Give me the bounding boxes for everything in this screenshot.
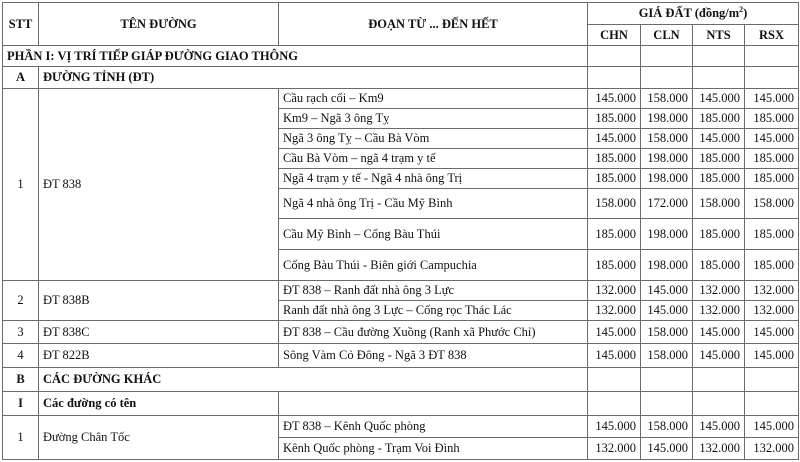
- price-chn: 185.000: [588, 250, 641, 281]
- price-rsx: 145.000: [745, 321, 799, 344]
- segment-doan: ĐT 838 – Ranh đất nhà ông 3 Lực: [279, 281, 588, 301]
- price-cln: 158.000: [641, 344, 693, 368]
- price-rsx: 132.000: [745, 281, 799, 301]
- price-chn: 145.000: [588, 344, 641, 368]
- road-name: Đường Chân Tốc: [39, 416, 279, 460]
- segment-doan: ĐT 838 – Cầu đường Xuồng (Ranh xã Phước Chỉ): [279, 321, 588, 344]
- table-row: [3, 416, 799, 438]
- price-cln: 198.000: [641, 109, 693, 129]
- header-doan: ĐOẠN TỪ ... ĐẾN HẾT: [279, 3, 588, 46]
- table-row: [3, 89, 799, 109]
- segment-doan: Ngã 4 nhà ông Trị - Cầu Mỹ Bình: [279, 189, 588, 219]
- price-nts: 185.000: [693, 109, 745, 129]
- table-row: [3, 281, 799, 301]
- header-gia-dat-sup: 2: [739, 4, 744, 14]
- segment-doan: Cống Bàu Thúi - Biên giới Campuchia: [279, 250, 588, 281]
- segment-doan: Km9 – Ngã 3 ông Tỵ: [279, 109, 588, 129]
- header-col-cln: CLN: [641, 25, 693, 46]
- price-chn: 185.000: [588, 169, 641, 189]
- price-chn: 145.000: [588, 129, 641, 149]
- segment-doan: Cầu rạch cối – Km9: [279, 89, 588, 109]
- road-name: ĐT 838B: [39, 281, 279, 321]
- price-nts: 145.000: [693, 344, 745, 368]
- price-rsx: 185.000: [745, 149, 799, 169]
- price-chn: 185.000: [588, 149, 641, 169]
- price-nts: 185.000: [693, 149, 745, 169]
- price-rsx: 185.000: [745, 250, 799, 281]
- road-stt: 2: [3, 281, 39, 321]
- segment-doan: Cầu Mỹ Bình – Cống Bàu Thúi: [279, 219, 588, 250]
- header-gia-dat: [588, 3, 799, 25]
- price-nts: 145.000: [693, 321, 745, 344]
- subgroup-i-title: Các đường có tên: [39, 392, 279, 416]
- segment-doan: Sông Vàm Cỏ Đông - Ngã 3 ĐT 838: [279, 344, 588, 368]
- price-chn: 132.000: [588, 281, 641, 301]
- road-name: ĐT 838: [39, 89, 279, 281]
- segment-doan: Kênh Quốc phòng - Trạm Voi Đình: [279, 438, 588, 460]
- header-stt: STT: [3, 3, 39, 46]
- header-col-nts: NTS: [693, 25, 745, 46]
- group-b-title: CÁC ĐƯỜNG KHÁC: [39, 368, 588, 392]
- price-rsx: 145.000: [745, 344, 799, 368]
- price-chn: 132.000: [588, 438, 641, 460]
- part1-title: PHẦN I: VỊ TRÍ TIẾP GIÁP ĐƯỜNG GIAO THÔNG: [3, 46, 588, 67]
- segment-doan: Cầu Bà Vòm – ngã 4 trạm y tế: [279, 149, 588, 169]
- group-b-row: [3, 368, 799, 392]
- price-nts: 185.000: [693, 219, 745, 250]
- price-cln: 145.000: [641, 301, 693, 321]
- price-cln: 198.000: [641, 219, 693, 250]
- group-a-title: ĐƯỜNG TỈNH (ĐT): [39, 67, 588, 89]
- price-rsx: 158.000: [745, 189, 799, 219]
- price-nts: 145.000: [693, 416, 745, 438]
- price-chn: 145.000: [588, 89, 641, 109]
- segment-doan: ĐT 838 – Kênh Quốc phòng: [279, 416, 588, 438]
- price-nts: 185.000: [693, 169, 745, 189]
- price-nts: 132.000: [693, 301, 745, 321]
- price-nts: 185.000: [693, 250, 745, 281]
- table-row: [3, 321, 799, 344]
- price-rsx: 145.000: [745, 89, 799, 109]
- price-cln: 198.000: [641, 149, 693, 169]
- group-b-stt: B: [3, 368, 39, 392]
- price-nts: 132.000: [693, 281, 745, 301]
- price-chn: 145.000: [588, 321, 641, 344]
- road-stt: 1: [3, 416, 39, 460]
- header-gia-dat-label: GIÁ ĐẤT (đồng/m: [638, 6, 740, 20]
- price-nts: 132.000: [693, 438, 745, 460]
- price-rsx: 185.000: [745, 219, 799, 250]
- header-row-1: [3, 3, 799, 25]
- price-rsx: 132.000: [745, 438, 799, 460]
- road-stt: 1: [3, 89, 39, 281]
- price-rsx: 185.000: [745, 169, 799, 189]
- subgroup-i-row: [3, 392, 799, 416]
- price-nts: 145.000: [693, 89, 745, 109]
- price-rsx: 145.000: [745, 416, 799, 438]
- segment-doan: Ngã 3 ông Tỵ – Cầu Bà Vòm: [279, 129, 588, 149]
- price-rsx: 185.000: [745, 109, 799, 129]
- price-chn: 145.000: [588, 416, 641, 438]
- price-cln: 158.000: [641, 129, 693, 149]
- header-ten-duong: TÊN ĐƯỜNG: [39, 3, 279, 46]
- subgroup-i-stt: I: [3, 392, 39, 416]
- road-stt: 3: [3, 321, 39, 344]
- price-nts: 145.000: [693, 129, 745, 149]
- price-nts: 158.000: [693, 189, 745, 219]
- price-cln: 145.000: [641, 438, 693, 460]
- price-chn: 158.000: [588, 189, 641, 219]
- price-cln: 145.000: [641, 281, 693, 301]
- price-rsx: 132.000: [745, 301, 799, 321]
- table-row: [3, 344, 799, 368]
- road-stt: 4: [3, 344, 39, 368]
- segment-doan: Ngã 4 trạm y tế - Ngã 4 nhà ông Trị: [279, 169, 588, 189]
- segment-doan: Ranh đất nhà ông 3 Lực – Cống rọc Thác Lác: [279, 301, 588, 321]
- price-cln: 172.000: [641, 189, 693, 219]
- price-chn: 185.000: [588, 109, 641, 129]
- price-cln: 198.000: [641, 250, 693, 281]
- price-cln: 198.000: [641, 169, 693, 189]
- land-price-table: [2, 2, 799, 460]
- group-a-row: [3, 67, 799, 89]
- part1-row: [3, 46, 799, 67]
- road-name: ĐT 838C: [39, 321, 279, 344]
- price-cln: 158.000: [641, 416, 693, 438]
- header-col-chn: CHN: [588, 25, 641, 46]
- price-rsx: 145.000: [745, 129, 799, 149]
- price-cln: 158.000: [641, 321, 693, 344]
- price-chn: 132.000: [588, 301, 641, 321]
- group-a-stt: A: [3, 67, 39, 89]
- price-chn: 185.000: [588, 219, 641, 250]
- price-cln: 158.000: [641, 89, 693, 109]
- header-col-rsx: RSX: [745, 25, 799, 46]
- road-name: ĐT 822B: [39, 344, 279, 368]
- header-gia-dat-close: ): [743, 6, 748, 20]
